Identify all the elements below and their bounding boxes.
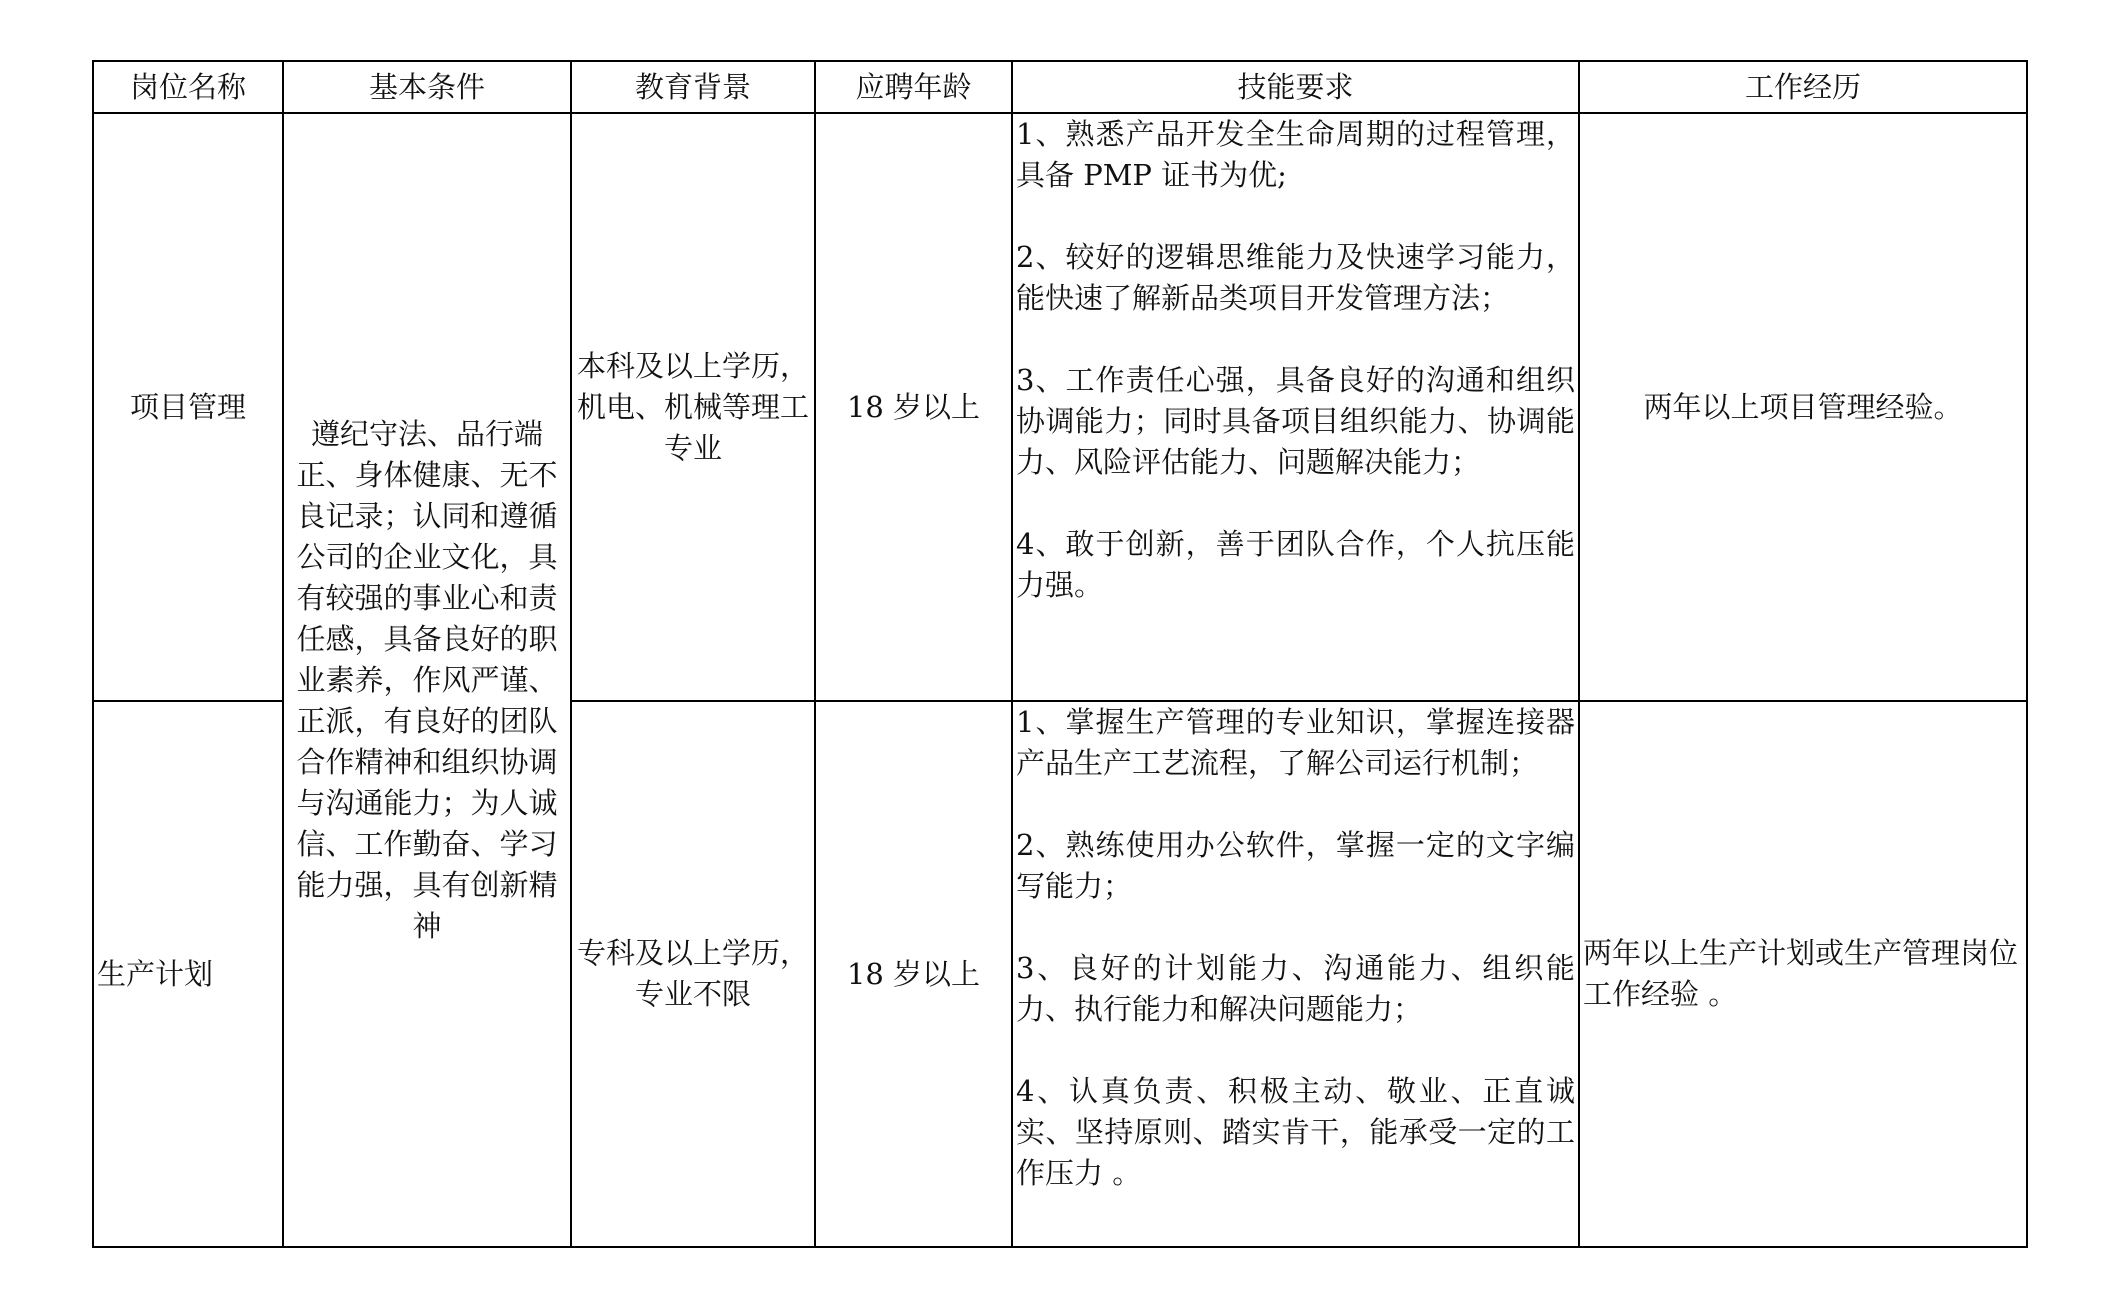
table-row-project-management [93, 113, 2027, 701]
skill-item: 2、较好的逻辑思维能力及快速学习能力，能快速了解新品类项目开发管理方法； [1016, 240, 1575, 315]
position-name: 项目管理 [129, 389, 246, 424]
education-cell [571, 701, 815, 1247]
age-cell [815, 701, 1012, 1247]
experience-cell [1579, 113, 2027, 701]
header-experience: 工作经历 [1579, 61, 2027, 113]
header-age: 应聘年龄 [815, 61, 1012, 113]
skills-cell [1012, 113, 1579, 701]
education-text: 专科及以上学历，专业不限 [576, 936, 809, 1011]
skill-item: 3、工作责任心强，具备良好的沟通和组织协调能力；同时具备项目组织能力、协调能力、风险评估能力、问题解决能力； [1016, 363, 1575, 479]
experience-text: 两年以上生产计划或生产管理岗位工作经验 。 [1583, 936, 2019, 1011]
header-skills: 技能要求 [1012, 61, 1579, 113]
skill-item: 1、掌握生产管理的专业知识，掌握连接器产品生产工艺流程，了解公司运行机制； [1016, 705, 1575, 780]
skills-cell [1012, 701, 1579, 1247]
skill-item: 4、认真负责、积极主动、敬业、正直诚实、坚持原则、踏实肯干，能承受一定的工作压力 。 [1016, 1074, 1575, 1190]
age-text: 18 岁以上 [846, 956, 981, 991]
age-text: 18 岁以上 [846, 389, 981, 424]
skill-item: 1、熟悉产品开发全生命周期的过程管理，具备 PMP 证书为优; [1016, 117, 1575, 192]
experience-text: 两年以上项目管理经验。 [1643, 389, 1963, 424]
age-cell [815, 113, 1012, 701]
skill-item: 2、熟练使用办公软件，掌握一定的文字编写能力； [1016, 828, 1575, 903]
basic-conditions-text: 遵纪守法、品行端正、身体健康、无不良记录；认同和遵循公司的企业文化，具有较强的事业心和责任感，具备良好的职业素养，作风严谨、正派，有良好的团队合作精神和组织协调与沟通能力；为人诚信、工作勤奋、学习能力强，具有创新精神 [296, 416, 558, 943]
header-basic-conditions: 基本条件 [283, 61, 571, 113]
header-row [93, 61, 2027, 113]
header-position: 岗位名称 [93, 61, 283, 113]
skill-item: 3、良好的计划能力、沟通能力、组织能力、执行能力和解决问题能力； [1016, 951, 1575, 1026]
header-education: 教育背景 [571, 61, 815, 113]
experience-cell [1579, 701, 2027, 1247]
position-name: 生产计划 [97, 956, 214, 991]
education-text: 本科及以上学历，机电、机械等理工专业 [576, 348, 809, 465]
skill-item: 4、敢于创新，善于团队合作，个人抗压能力强。 [1016, 527, 1575, 602]
position-cell [93, 113, 283, 701]
position-cell [93, 701, 283, 1247]
basic-conditions-cell [283, 113, 571, 1247]
job-requirements-table [92, 60, 2028, 1248]
education-cell [571, 113, 815, 701]
